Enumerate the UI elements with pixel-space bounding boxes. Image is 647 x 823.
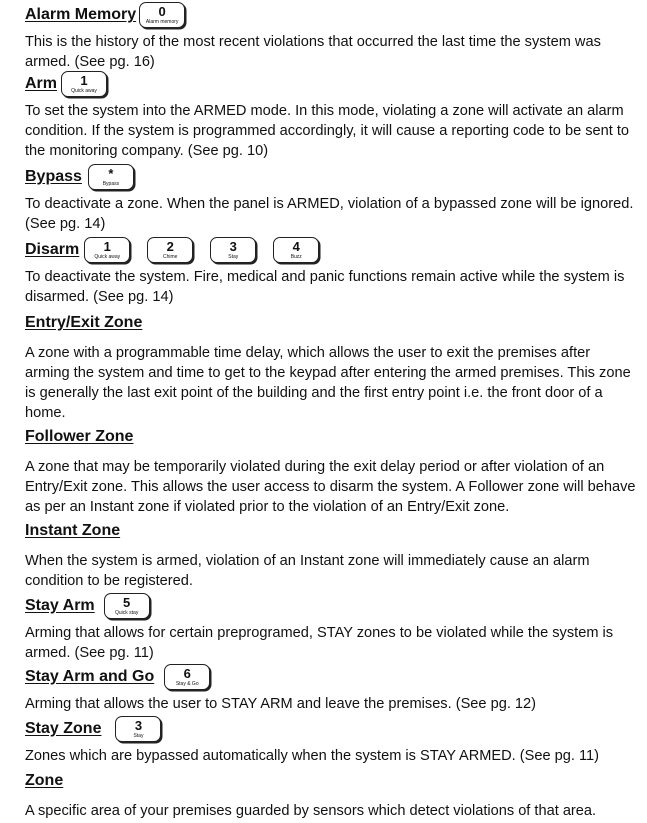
key-3-stay: 3 Stay bbox=[210, 237, 256, 263]
term-heading: Stay Arm and Go bbox=[25, 668, 155, 685]
key-1-quick-away: 1 Quick away bbox=[61, 71, 107, 97]
entry-arm bbox=[25, 69, 637, 161]
term-description: A zone that may be temporarily violated during the exit delay period or after violation of an Entry/Exit zone. This allows the user access to disarm the system. A Follower zone will behave as per an Instant zone if violated prior to the violation of an Entry/Exit zone. bbox=[25, 459, 636, 515]
term-heading: Alarm Memory bbox=[25, 6, 137, 23]
term-description: When the system is armed, violation of an Instant zone will immediately cause an alarm condition to be registered. bbox=[25, 553, 590, 589]
key-0-alarm-memory: 0 Alarm memory bbox=[139, 2, 185, 28]
term-description: A specific area of your premises guarded by sensors which detect violations of that area. bbox=[25, 803, 597, 819]
entry-zone bbox=[25, 766, 637, 821]
term-heading: Arm bbox=[25, 75, 58, 92]
term-description: Arming that allows for certain preprogramed, STAY zones to be violated while the system is armed. (See pg. 11) bbox=[25, 625, 614, 661]
term-heading: Zone bbox=[25, 772, 64, 789]
key-star-bypass: * Bypass bbox=[88, 164, 134, 190]
entry-entry-exit-zone bbox=[25, 308, 637, 423]
key-5-quick-stay: 5 Quick stay bbox=[104, 593, 150, 619]
entry-disarm bbox=[25, 235, 637, 307]
entry-bypass bbox=[25, 162, 637, 234]
key-2-chime: 2 Chime bbox=[147, 237, 193, 263]
term-description: Arming that allows the user to STAY ARM and leave the premises. (See pg. 12) bbox=[25, 696, 537, 712]
term-description: This is the history of the most recent violations that occurred the last time the system was armed. (See pg. 16) bbox=[25, 34, 601, 70]
entry-follower-zone bbox=[25, 422, 637, 517]
term-description: Zones which are bypassed automatically when the system is STAY ARMED. (See pg. 11) bbox=[25, 748, 600, 764]
term-heading: Stay Zone bbox=[25, 720, 102, 737]
entry-stay-arm-and-go bbox=[25, 662, 637, 714]
entry-alarm-memory bbox=[25, 0, 637, 72]
key-4-buzz: 4 Buzz bbox=[273, 237, 319, 263]
term-heading: Bypass bbox=[25, 168, 82, 185]
term-heading: Disarm bbox=[25, 241, 80, 258]
term-description: To deactivate a zone. When the panel is ARMED, violation of a bypassed zone will be ignored. (See pg. 14) bbox=[25, 196, 634, 232]
term-description: A zone with a programmable time delay, which allows the user to exit the premises after arming the system and time to get to the keypad after entering the armed premises. This zone is generally the last exit point of the building and the first entry point i.e. the front door of a home. bbox=[25, 345, 631, 421]
term-heading: Stay Arm bbox=[25, 597, 95, 614]
term-heading: Follower Zone bbox=[25, 428, 134, 445]
term-heading: Instant Zone bbox=[25, 522, 121, 539]
key-1-quick-away: 1 Quick away bbox=[84, 237, 130, 263]
term-heading: Entry/Exit Zone bbox=[25, 314, 143, 331]
key-3-stay: 3 Stay bbox=[115, 716, 161, 742]
entry-stay-zone bbox=[25, 714, 637, 766]
key-6-stay-and-go: 6 Stay & Go bbox=[164, 664, 210, 690]
term-description: To set the system into the ARMED mode. In this mode, violating a zone will activate an alarm condition. If the system is programmed accordingly, it will cause a reporting code to be sent to the monitoring company. (See pg. 10) bbox=[25, 103, 630, 159]
term-description: To deactivate the system. Fire, medical and panic functions remain active while the system is disarmed. (See pg. 14) bbox=[25, 269, 625, 305]
entry-stay-arm bbox=[25, 591, 637, 663]
entry-instant-zone bbox=[25, 516, 637, 591]
